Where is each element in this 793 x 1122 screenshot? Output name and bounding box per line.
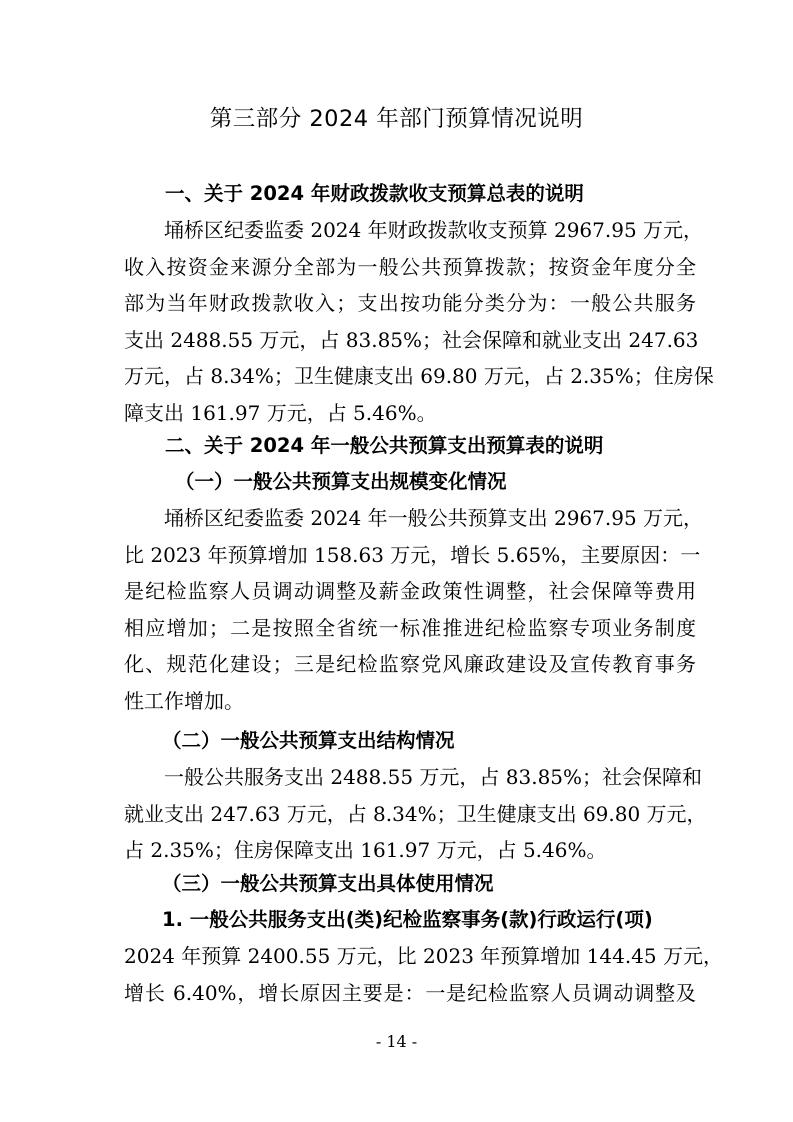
paragraph-line: 支出 2488.55 万元，占 83.85%；社会保障和就业支出 247.63: [124, 327, 699, 352]
item-1-paragraph: [124, 938, 723, 1011]
subsection-heading-1: （一）一般公共预算支出规模变化情况: [175, 470, 507, 493]
section-1-paragraph: [124, 212, 714, 432]
section-heading-2: 二、关于 2024 年一般公共预算支出预算表的说明: [165, 434, 604, 457]
section-heading-1: 一、关于 2024 年财政拨款收支预算总表的说明: [165, 182, 584, 205]
paragraph-line: 增长 6.40%，增长原因主要是：一是纪检监察人员调动调整及: [124, 980, 696, 1005]
paragraph-line: 比 2023 年预算增加 158.63 万元，增长 5.65%，主要原因：一: [124, 542, 701, 567]
paragraph-line: 万元，占 8.34%；卫生健康支出 69.80 万元，占 2.35%；住房保: [124, 364, 714, 389]
subsection-heading-2: （二）一般公共预算支出结构情况: [162, 729, 455, 752]
page-title: 第三部分 2024 年部门预算情况说明: [209, 106, 584, 132]
paragraph-line: 就业支出 247.63 万元，占 8.34%；卫生健康支出 69.80 万元，: [124, 801, 707, 826]
item-heading-1: 1. 一般公共服务支出(类)纪检监察事务(款)行政运行(项): [162, 908, 653, 931]
paragraph-line: 埇桥区纪委监委 2024 年一般公共预算支出 2967.95 万元，: [124, 506, 704, 530]
paragraph-line: 埇桥区纪委监委 2024 年财政拨款收支预算 2967.95 万元，: [124, 218, 704, 242]
paragraph-line: 2024 年预算 2400.55 万元，比 2023 年预算增加 144.45 万元，: [124, 944, 723, 968]
page-number: - 14 -: [375, 1032, 418, 1051]
paragraph-line: 化、规范化建设；三是纪检监察党风廉政建设及宣传教育事务: [124, 652, 696, 677]
paragraph-line: 相应增加；二是按照全省统一标准推进纪检监察专项业务制度: [124, 615, 696, 640]
paragraph-line: 占 2.35%；住房保障支出 161.97 万元，占 5.46%。: [124, 838, 607, 863]
paragraph-line: 一般公共服务支出 2488.55 万元，占 83.85%；社会保障和: [124, 765, 703, 789]
subsection-heading-3: （三）一般公共预算支出具体使用情况: [162, 872, 494, 895]
paragraph-line: 收入按资金来源分全部为一般公共预算拨款；按资金年度分全: [124, 254, 696, 279]
paragraph-line: 性工作增加。: [124, 688, 244, 713]
paragraph-line: 部为当年财政拨款收入；支出按功能分类分为：一般公共服务: [124, 291, 696, 316]
subsection-2-paragraph: [124, 759, 707, 869]
paragraph-line: 障支出 161.97 万元，占 5.46%。: [124, 400, 437, 425]
paragraph-line: 是纪检监察人员调动调整及薪金政策性调整，社会保障等费用: [124, 579, 696, 604]
subsection-1-paragraph: [124, 500, 704, 720]
